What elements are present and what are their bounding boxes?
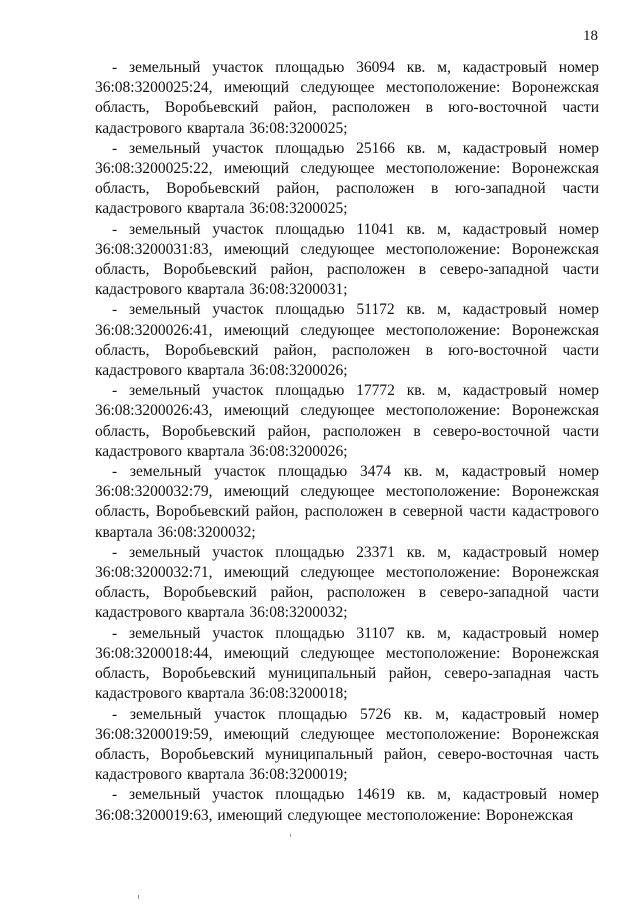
scan-mark xyxy=(290,834,291,837)
list-item: - земельный участок площадью 5726 кв. м, кадастровый номер 36:08:3200019:59, имеющий следующее местоположение: Воронежская область, Воробьевский муниципальный район, северо-восточная часть кадастрового квартала 36:08:3200019; xyxy=(95,705,599,784)
list-item: - земельный участок площадью 11041 кв. м, кадастровый номер 36:08:3200031:83, имеющий следующее местоположение: Воронежская область, Воробьевский район, расположен в северо-западной части кадастрового квартала 36:08:3200031; xyxy=(95,220,599,299)
list-item: - земельный участок площадью 3474 кв. м, кадастровый номер 36:08:3200032:79, имеющий следующее местоположение: Воронежская область, Воробьевский район, расположен в северной части кадастрового квартала 36:08:3200032; xyxy=(95,463,599,541)
scan-mark xyxy=(138,895,139,899)
list-item: - земельный участок площадью 23371 кв. м, кадастровый номер 36:08:3200032:71, имеющий следующее местоположение: Воронежская область, Воробьевский район, расположен в северо-западной части кадастрового квартала 36:08:3200032; xyxy=(95,543,599,622)
document-body xyxy=(95,58,599,826)
list-item: - земельный участок площадью 17772 кв. м, кадастровый номер 36:08:3200026:43, имеющий следующее местоположение: Воронежская область, Воробьевский район, расположен в северо-восточной части кадастрового квартала 36:08:3200026; xyxy=(95,382,599,460)
page-number: 18 xyxy=(583,28,598,44)
list-item: - земельный участок площадью 31107 кв. м, кадастровый номер 36:08:3200018:44, имеющий следующее местоположение: Воронежская область, Воробьевский муниципальный район, северо-западная часть кадастрового квартала 36:08:3200018; xyxy=(95,624,599,703)
list-item: - земельный участок площадью 25166 кв. м, кадастровый номер 36:08:3200025:22, имеющий следующее местоположение: Воронежская область, Воробьевский район, расположен в юго-западной части кадастрового квартала 36:08:3200025; xyxy=(95,139,599,218)
list-item: - земельный участок площадью 51172 кв. м, кадастровый номер 36:08:3200026:41, имеющий следующее местоположение: Воронежская область, Воробьевский район, расположен в юго-восточной части кадастрового квартала 36:08:3200026; xyxy=(95,301,599,380)
list-item: - земельный участок площадью 14619 кв. м, кадастровый номер 36:08:3200019:63, имеющий следующее местоположение: Воронежская xyxy=(95,786,599,824)
list-item: - земельный участок площадью 36094 кв. м, кадастровый номер 36:08:3200025:24, имеющий следующее местоположение: Воронежская область, Воробьевский район, расположен в юго-восточной части кадастрового квартала 36:08:3200025; xyxy=(95,59,599,137)
